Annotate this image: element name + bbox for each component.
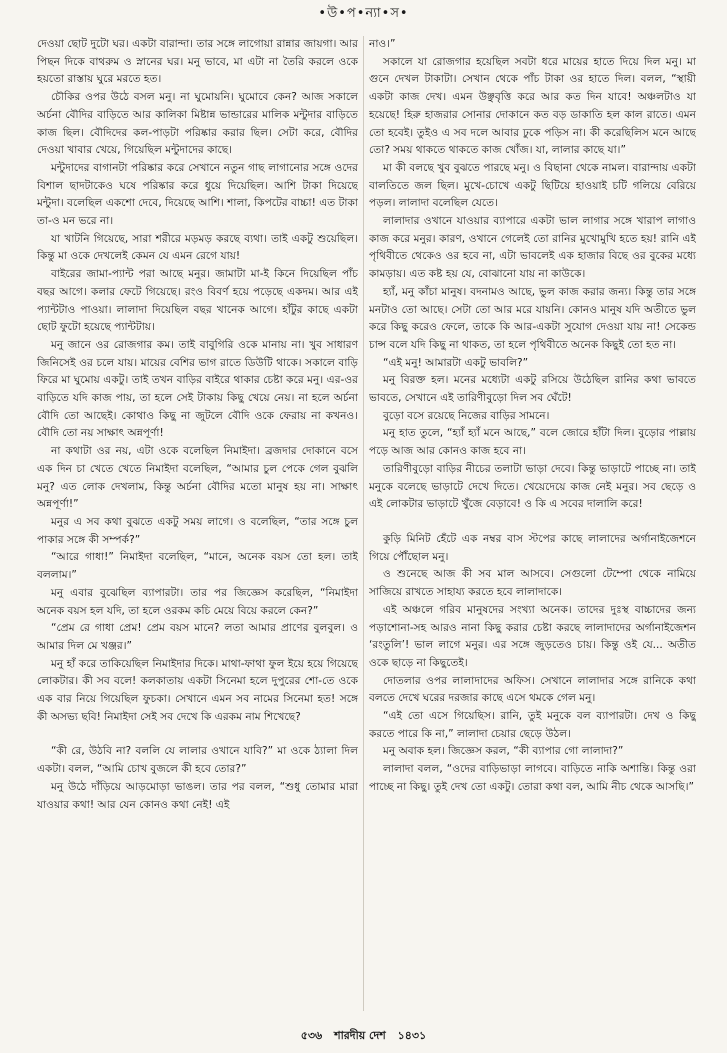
paragraph: “আরে গাধা!” নিমাইদা বলেছিল, “মানে, অনেক বয়স তো হল। তাই বললাম।” — [37, 551, 358, 582]
paragraph: “প্রেম রে গাধা প্রেম! প্রেম বয়স মানে? লতা আমার প্রাণের বুলবুল। ও আমার দিল মে খঞ্জর।” — [37, 622, 358, 652]
right-column — [369, 36, 696, 1016]
paragraph: তারিণীবুড়ো বাড়ির নীচের তলাটা ভাড়া দেবে। কিন্তু ভাড়াটে পাচ্ছে না। তাই মনুকে বলেছে ভাড়াটে দেখে দিতে। খেয়েদেয়ে কাজ নেই মনুর। সব ছেড়ে ও এই লোকটার ভাড়াটে খুঁজে বেড়াবে! ও কি এ সবের দালালি করে! — [369, 462, 696, 511]
paragraph: এই অঞ্চলে গরিব মানুষদের সংখ্যা অনেক। তাদের দুঃস্থ বাচ্চাদের জন্য পড়াশোনা-সহ আরও নানা কিছু করার চেষ্টা করছে লালাদাদের অর্গানাইজেশন ‘রংতুলি’! ভাল লাগে মনুর। এর সঙ্গে জুড়তেও চায়। কিন্তু ওই যে... অতীত ওকে ছাড়ে না কিছুতেই। — [369, 603, 696, 669]
paragraph: হ্যাঁ, মনু কাঁচা মানুষ। বদনামও আছে, ভুল কাজ করার জন্য। কিন্তু তার সঙ্গে মনটাও তো আছে। সেটা তো আর মরে যায়নি। কোনও মানুষ যদি অতীতে ভুল করে কিছু করেও ফেলে, তাকে কি আর-একটা সুযোগ দেওয়া যায় না! সেকেন্ড চান্স বলে যদি কিছু না থাকত, তা হলে পৃথিবীতে অনেক কিছুই তো হত না। — [369, 285, 696, 351]
paragraph: মা কী বলছে খুব বুঝতে পারছে মনু। ও বিছানা থেকে নামল। বারান্দায় একটা বালতিতে জল ছিল। মুখে-চোখে একটু ছিটিয়ে হাওয়াই চটি গলিয়ে বেরিয়ে পড়ল। লালাদা বলেছিল যেতে। — [369, 161, 696, 210]
paragraph: লালাদা বলল, “ওদের বাড়িভাড়া লাগবে। বাড়িতে নাকি অশান্তি। কিন্তু ওরা পাচ্ছে না কিছু। তুই দেখ তো একটু। তোরা কথা বল, আমি নীচ থেকে আসছি।” — [369, 763, 696, 793]
column-divider — [363, 36, 364, 1011]
paragraph: কুড়ি মিনিট হেঁটে এক নম্বর বাস স্টপের কাছে লালাদের অর্গানাইজেশনে গিয়ে পৌঁছোল মনু। — [369, 532, 696, 563]
publication-year: ১৪৩১ — [397, 1029, 427, 1042]
publication-label: শারদীয় দেশ — [334, 1029, 386, 1042]
paragraph: বুড়ো বসে রয়েছে নিজের বাড়ির সামনে। — [383, 409, 550, 422]
paragraph: মনু উঠে দাঁড়িয়ে আড়মোড়া ভাঙল। তার পর বলল, “শুধু তোমার মারা যাওয়ার কথা! আর যেন কোনও কথা নেই! এই — [37, 780, 358, 811]
paragraph: ও শুনেছে আজ কী সব মাল আসবে। সেগুলো টেম্পো থেকে নামিয়ে সাজিয়ে রাখতে সাহায্য করতে হবে লালাদাকে। — [369, 568, 696, 599]
paragraph: মনু হাত তুলে, “হ্যাঁ হ্যাঁ মনে আছে,” বলে জোরে হাঁটা দিল। বুড়োর পাল্লায় পড়ে আজ আর কোনও কাজ হবে না। — [369, 427, 696, 458]
paragraph: “এই মনু! আমারটা একটু ভাবলি?” — [383, 356, 529, 369]
paragraph: মনুর এ সব কথা বুঝতে একটু সময় লাগে। ও বলেছিল, “তার সঙ্গে চুল পাকার সঙ্গে কী সম্পর্ক?” — [37, 515, 358, 546]
page-number: ৫৩৬ — [300, 1029, 323, 1042]
left-column — [37, 36, 358, 1016]
paragraph: মনু বিরক্ত হল। মনের মধ্যেটা একটু রসিয়ে উঠেছিল রানির কথা ভাবতে ভাবতে, সেখানে এই তারিণীবুড়ো দিল সব ঘেঁটে! — [369, 374, 696, 405]
paragraph: মনু জানে ওর রোজগার কম। তাই বাবুগিরি ওকে মানায় না। খুব সাধারণ জিনিসেই ওর চলে যায়। মায়ের বেশির ভাগ রাতে ডিউটি থাকে। সকালে বাড়ি ফিরে মা ঘুমোয় একটু। তাই তখন বাড়ির বাইরে থাকার চেষ্টা করে মনু। এর-ওর বাড়িতে যদি কাজ পায়, তা হলে সেই টাকায় কিছু খেয়ে নেয়। না হলে অর্চনা বৌদি তো আছেই। কোথাও কিছু না জুটলে বৌদি ওকে ফেরায় না কখনও। বৌদি তো নয় সাক্ষাৎ অন্নপূর্ণা! — [37, 338, 358, 440]
paragraph: যা খাটনি গিয়েছে, সারা শরীরে মড়মড় করছে ব্যথা। তাই একটু শুয়েছিল। কিন্তু মা ওকে দেখলেই কেমন যে এমন রেগে যায়! — [37, 232, 358, 263]
paragraph: মন্টুদাদের বাগানটা পরিষ্কার করে সেখানে নতুন গাছ লাগানোর সঙ্গে ওদের বিশাল ছাদটাকেও ঘষে পরিষ্কার করে ধুয়ে দিয়েছিল। আশি টাকা দিয়েছে মন্টুদা। বলেছিল একশো দেবে, দিয়েছে আশি। শালা, কিপটের বাচ্চা! এত টাকা তা-ও মন ভরে না। — [37, 161, 358, 228]
paragraph: “কী রে, উঠবি না? বললি যে লালার ওখানে যাবি?” মা ওকে ঠ্যালা দিল একটা। বলল, “আমি চোখ বুজলে কী হবে তোর?” — [37, 745, 358, 776]
paragraph: নাও।” — [369, 38, 396, 50]
paragraph: চৌকির ওপর উঠে বসল মনু। না ঘুমোয়নি। ঘুমোবে কেন? আজ সকালে অর্চনা বৌদির বাড়িতে আর কালিকা মিষ্টান্ন ভান্ডারের মালিক মন্টুদার বাড়িতে কাজ ছিল। বৌদিদের কল-পাড়টা পরিষ্কার করার ছিল। সেটা করে, বৌদির দেওয়া খাবার খেয়ে, গিয়েছিল মন্টুদাদের কাছে। — [37, 91, 358, 157]
page-footer — [0, 1028, 727, 1044]
paragraph: দোতলার ওপর লালাদাদের অফিস। সেখানে লালাদার সঙ্গে রানিকে কথা বলতে দেখে ঘরের দরজার কাছে এসে থমকে গেল মনু। — [369, 674, 696, 705]
paragraph: মনু হাঁ করে তাকিয়েছিল নিমাইদার দিকে। মাথা-ফাথা ফুল ইয়ে হয়ে গিয়েছে লোকটার। কী সব বলে! কলকাতায় একটা সিনেমা হলে দুপুরের শো-তে ওকে এক বার নিয়ে গিয়েছিল ফুচকা। সেখানে এমন সব নামের সিনেমা হত! সঙ্গে কী অসভ্য ছবি! নিমাইদা সেই সব দেখে কি এরকম নাম শিখেছে? — [37, 657, 358, 723]
paragraph: দেওয়া ছোট দুটো ঘর। একটা বারান্দা। তার সঙ্গে লাগোয়া রান্নার জায়গা। আর পিছন দিকে বাথরুম ও স্নানের ঘর। মনু ভাবে, মা এটা না তৈরি করলে ওকে হয়তো রাস্তায় ঘুরে মরতে হত। — [37, 38, 358, 86]
paragraph: সকালে যা রোজগার হয়েছিল সবটা ধরে মায়ের হাতে দিয়ে দিল মনু। মা গুনে দেখল টাকাটা। সেখান থেকে পাঁচ টাকা ওর হাতে দিল। বলল, “স্থায়ী একটা কাজ দেখ। এমন উঞ্ছবৃত্তি করে আর কত দিন যাবে! অঞ্চলটাও যা হয়েছে! হিরু হাজরার সোনার দোকানে কত বড় ডাকাতি হল কাল রাতে। এমন তো হবেই। তুইও এ সব দলে আবার ঢুকে পড়িস না। কী করেছিলিস মনে আছে তো? সময় থাকতে থাকতে কাজ খোঁজ। যা, লালার কাছে যা।” — [369, 55, 696, 157]
paragraph: না কথাটা ওর নয়, এটা ওকে বলেছিল নিমাইদা। ব্রজদার দোকানে বসে এক দিন চা খেতে খেতে নিমাইদা বলেছিল, “আমার চুল পেকে গেল বুঝলি মনু? এত লোক দেখলাম, কিন্তু অর্চনা বৌদির মতো মানুষ হয় না। সাক্ষাৎ অন্নপূর্ণা!” — [37, 445, 358, 511]
paragraph: “এই তো এসে গিয়েছিস। রানি, তুই মনুকে বল ব্যাপারটা। দেখ ও কিছু করতে পারে কি না,” লালাদা চেয়ার ছেড়ে উঠল। — [369, 710, 696, 740]
paragraph: মনু এবার বুঝেছিল ব্যাপারটা। তার পর জিজ্ঞেস করেছিল, “নিমাইদা অনেক বয়স হল যদি, তা হলে ওরকম কচি মেয়ে বিয়ে করলে কেন?” — [37, 586, 358, 617]
paragraph: বাইরের জামা-প্যান্ট পরা আছে মনুর। জামাটা মা-ই কিনে দিয়েছিল পাঁচ বছর আগে। কলার ফেটে গিয়েছে। রংও বিবর্ণ হয়ে পড়েছে একদম। আর এই প্যান্টটাও পাওয়া। লালাদা দিয়েছিল বছর খানেক আগে। হাঁটুর কাছে একটা ছোট ফুটো হয়েছে প্যান্টটায়। — [37, 268, 358, 334]
paragraph: মনু অবাক হল। জিজ্ঞেস করল, “কী ব্যাপার গো লালাদা?” — [383, 745, 624, 758]
section-header: •উ•প•ন্যা•স• — [318, 6, 409, 21]
paragraph: লালাদার ওখানে যাওয়ার ব্যাপারে একটা ভাল লাগার সঙ্গে খারাপ লাগাও কাজ করে মনুর। কারণ, ওখানে গেলেই তো রানির মুখোমুখি হতে হয়! রানি এই পৃথিবীতে থেকেও ওর হবে না, এটা ভাবলেই এক হাজার বিছে ওর বুকের মধ্যে কামড়ায়। এত কষ্ট হয় যে, বোঝানো যায় না কাউকে। — [369, 215, 696, 281]
